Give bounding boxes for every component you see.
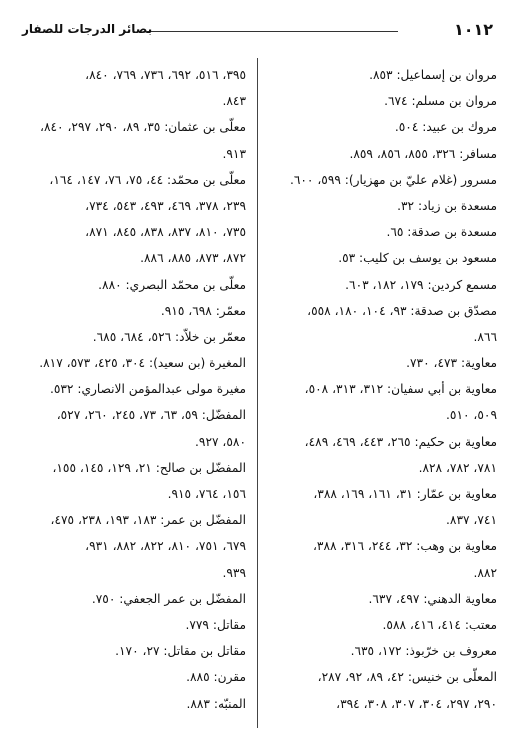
- index-entry-line: ٨٨٢.: [473, 565, 497, 580]
- index-entry-line: ٧٣٥، ٨١٠، ٨٣٧، ٨٣٨، ٨٤٥، ٨٧١،: [85, 225, 246, 240]
- index-column-right: [269, 62, 497, 717]
- index-entry-line: مروان بن مسلم: ٦٧٤.: [384, 94, 497, 109]
- index-entry-line: مسعود بن يوسف بن كليب: ٥٣.: [338, 251, 497, 266]
- index-entry-line: المفضّل بن عمر الجعفي: ٧٥٠.: [91, 591, 246, 606]
- index-entry-line: ٨٤٣.: [222, 94, 246, 109]
- index-entry-line: معاوية بن حكيم: ٢٦٥، ٤٤٣، ٤٦٩، ٤٨٩،: [304, 434, 497, 449]
- index-entry-line: معلّى بن محمّد: ٤٤، ٧٥، ٧٦، ١٤٧، ١٦٤،: [49, 172, 246, 187]
- index-entry-line: مقرن: ٨٨٥.: [186, 670, 246, 685]
- index-column-left: [18, 62, 246, 717]
- index-entry-line: معمّر: ٦٩٨، ٩١٥.: [160, 303, 246, 318]
- index-entry-line: مروان بن إسماعيل: ٨٥٣.: [369, 68, 497, 82]
- index-entry-line: ٩٣٩.: [222, 565, 246, 580]
- column-divider: [257, 58, 258, 728]
- index-entry-line: مغيرة مولى عبدالمؤمن الانصاري: ٥٣٢.: [49, 382, 246, 397]
- index-entry-line: ٨٧٢، ٨٧٣، ٨٨٥، ٨٨٦.: [140, 251, 246, 266]
- index-entry-line: ١٥٦، ٧٦٤، ٩١٥.: [167, 487, 246, 501]
- index-entry-line: ٢٣٩، ٣٧٨، ٤٦٩، ٤٩٣، ٥٤٣، ٧٣٤،: [85, 198, 246, 213]
- index-entry-line: معاوية بن أبي سفيان: ٣١٢، ٣١٣، ٥٠٨،: [304, 382, 497, 397]
- index-entry-line: ٧٤١، ٨٣٧.: [446, 513, 497, 528]
- index-entry-line: مسعدة بن صدقة: ٦٥.: [386, 225, 497, 240]
- index-entry-line: المنبّه: ٨٨٣.: [186, 696, 246, 711]
- index-entry-line: مسرور (غلام عليّ بن مهزيار): ٥٩٩، ٦٠٠.: [289, 172, 497, 187]
- index-entry-line: مسعدة بن زياد: ٣٢.: [397, 198, 497, 213]
- index-entry-line: المفضّل: ٥٩، ٦٣، ٧٣، ٢٤٥، ٢٦٠، ٥٢٧،: [56, 408, 246, 423]
- index-entry-line: مقاتل بن مقاتل: ٢٧، ١٧٠.: [115, 644, 246, 659]
- index-entry-line: ٥٠٩، ٥١٠.: [446, 408, 497, 423]
- index-entry-line: معتب: ٤١٤، ٤١٦، ٥٨٨.: [382, 617, 497, 632]
- index-entry-line: ٧٨١، ٧٨٢، ٨٢٨.: [418, 460, 497, 475]
- header-rule: [147, 31, 398, 32]
- index-entry-line: مروك بن عبيد: ٥٠٤.: [394, 120, 497, 135]
- index-entry-line: ٥٨٠، ٩٢٧.: [195, 434, 246, 449]
- index-entry-line: معلّى بن عثمان: ٣٥، ٨٩، ٢٩٠، ٢٩٧، ٨٤٠،: [40, 120, 246, 135]
- index-entry-line: معاوية بن عمّار: ٣١، ١٦١، ١٦٩، ٣٨٨،: [313, 487, 497, 501]
- index-entry-line: معروف بن خرّبوذ: ١٧٢، ٦٣٥.: [350, 644, 497, 659]
- book-title: بصائر الدرجات للصفار: [22, 22, 153, 36]
- index-entry-line: ٩١٣.: [222, 146, 246, 161]
- index-entry-line: ٢٩٠، ٢٩٧، ٣٠٤، ٣٠٧، ٣٠٨، ٣٩٤،: [336, 696, 497, 711]
- index-entry-line: مسافر: ٣٢٦، ٨٥٥، ٨٥٦، ٨٥٩.: [349, 146, 497, 161]
- index-entry-line: معاوية الدهني: ٤٩٧، ٦٣٧.: [368, 591, 497, 606]
- index-entry-line: معاوية بن وهب: ٣٢، ٢٤٤، ٣١٦، ٣٨٨،: [312, 539, 497, 554]
- index-entry-line: مصدّق بن صدقة: ٩٣، ١٠٤، ١٨٠، ٥٥٨،: [307, 303, 497, 318]
- index-entry-line: معاوية: ٤٧٣، ٧٣٠.: [406, 356, 497, 371]
- index-entry-line: المغيرة (بن سعيد): ٣٠٤، ٤٢٥، ٥٧٣، ٨١٧.: [39, 356, 246, 371]
- page-header: [22, 20, 493, 42]
- index-entry-line: ٣٩٥، ٥١٦، ٦٩٢، ٧٣٦، ٧٦٩، ٨٤٠،: [85, 68, 246, 82]
- index-entry-line: ٨٦٦.: [473, 329, 497, 344]
- index-entry-line: مقاتل: ٧٧٩.: [185, 617, 246, 632]
- index-entry-line: المفضّل بن صالح: ٢١، ١٢٩، ١٤٥، ١٥٥،: [52, 460, 246, 475]
- index-entry-line: المفضّل بن عمر: ١٨٣، ١٩٣، ٢٣٨، ٤٧٥،: [50, 513, 246, 528]
- index-entry-line: معلّى بن محمّد البصري: ٨٨٠.: [98, 277, 246, 292]
- index-entry-line: المعلّى بن خنيس: ٤٢، ٨٩، ٩٢، ٢٨٧،: [317, 670, 497, 685]
- index-entry-line: مسمع كردين: ١٧٩، ١٨٢، ٦٠٣.: [345, 277, 497, 292]
- page-number: ١٠١٢: [453, 20, 493, 39]
- index-entry-line: ٦٧٩، ٧٥١، ٨١٠، ٨٢٢، ٨٨٢، ٩٣١،: [85, 539, 246, 554]
- index-entry-line: معمّر بن خلاّد: ٥٢٦، ٦٨٤، ٦٨٥.: [92, 329, 246, 344]
